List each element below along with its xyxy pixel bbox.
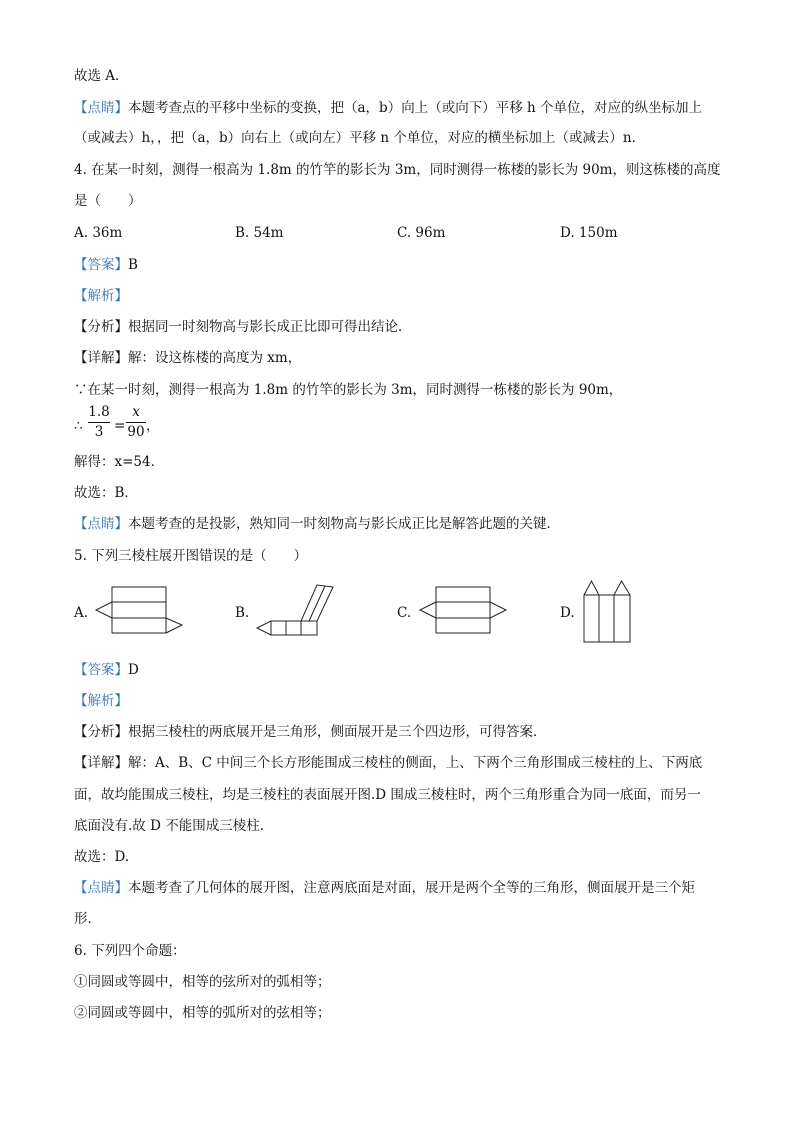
- note-tag: 【点睛】: [74, 100, 128, 116]
- fraction-left-denominator: 3: [94, 424, 104, 440]
- q5-option-b-label: B.: [235, 605, 250, 621]
- q4-solve: 解得：x=54．: [74, 454, 165, 470]
- fenxi-text: 根据同一时刻物高与影长成正比即可得出结论．: [128, 319, 412, 335]
- q5-fenxi: [74, 722, 547, 742]
- q3-note-line1: [74, 98, 702, 118]
- q5-option-d-label: D.: [560, 605, 575, 621]
- q5-option-c-label: C.: [397, 605, 412, 621]
- answer-tag: 【答案】: [74, 662, 128, 678]
- q4-choice: 故选：B．: [74, 485, 138, 501]
- q5-option-a-label: A.: [74, 605, 89, 621]
- q5-xiangjie-line1: [74, 753, 702, 773]
- net-figure-c: [418, 585, 508, 637]
- q5-answer: [74, 660, 139, 680]
- net-figure-a: [94, 585, 184, 637]
- net-figure-d: [583, 580, 633, 644]
- q5-note-line2: 形．: [74, 911, 101, 927]
- note-text: 本题考查了几何体的展开图，注意两底面是对面，展开是两个全等的三角形，侧面展开是三个矩: [128, 880, 695, 896]
- q4-because: ∵在某一时刻，测得一根高为 1.8m 的竹竿的影长为 3m，同时测得一栋楼的影长为 90m，: [74, 382, 623, 398]
- fraction-comma: ，: [146, 418, 160, 434]
- q4-option-c: C. 96m: [397, 225, 446, 241]
- answer-tag: 【答案】: [74, 257, 128, 273]
- q5-xiangjie-line3: 底面没有.故 D 不能围成三棱柱.: [74, 818, 264, 834]
- fenxi-text: 根据三棱柱的两底展开是三角形，侧面展开是三个四边形，可得答案．: [128, 724, 547, 740]
- q3-choice: 故选 A．: [74, 68, 129, 84]
- xiangjie-tag: 【详解】: [74, 755, 128, 771]
- therefore-symbol: ∴: [74, 418, 83, 434]
- q6-stem: 6. 下列四个命题：: [74, 943, 186, 959]
- answer-value: D: [128, 662, 139, 678]
- analysis-tag: 【解析】: [74, 693, 128, 709]
- q5-xiangjie-line2: 面，故均能围成三棱柱，均是三棱柱的表面展开图.D 围成三棱柱时，两个三角形重合为同一底面，而另一: [74, 787, 701, 803]
- q3-note-line2: （或减去）h，，把（a，b）向右上（或向左）平移 n 个单位，对应的横坐标加上（或减去）n．: [74, 130, 646, 146]
- note-text: 本题考查点的平移中坐标的变换，把（a，b）向上（或向下）平移 h 个单位，对应的纵坐标加上: [128, 100, 702, 116]
- q4-stem-line1: 4. 在某一时刻，测得一根高为 1.8m 的竹竿的影长为 3m，同时测得一栋楼的影长为 90m，则这栋楼的高度: [74, 162, 721, 178]
- xiangjie-tag: 【详解】: [74, 350, 128, 366]
- q4-answer: [74, 255, 138, 275]
- equals-sign: =: [114, 418, 126, 434]
- fraction-right: [126, 404, 146, 441]
- fraction-right-numerator: x: [132, 404, 140, 420]
- q5-stem: 5. 下列三棱柱展开图错误的是（ ）: [74, 548, 308, 564]
- q4-fenxi: [74, 317, 412, 337]
- analysis-tag: 【解析】: [74, 288, 128, 304]
- xiangjie-text: 解：设这栋楼的高度为 xm，: [128, 350, 302, 366]
- note-tag: 【点睛】: [74, 516, 128, 532]
- note-tag: 【点睛】: [74, 880, 128, 896]
- q4-xiangjie: [74, 348, 301, 368]
- fraction-left: [88, 404, 110, 441]
- fraction-left-numerator: 1.8: [88, 404, 110, 420]
- q5-note-line1: [74, 878, 695, 898]
- q5-analysis: [74, 691, 128, 711]
- q4-stem-line2: 是（ ）: [74, 193, 142, 209]
- q4-option-d: D. 150m: [560, 225, 618, 241]
- q6-proposition-2: ②同圆或等圆中，相等的弧所对的弦相等；: [74, 1005, 331, 1021]
- q5-choice: 故选：D.: [74, 849, 130, 865]
- note-text: 本题考查的是投影，熟知同一时刻物高与影长成正比是解答此题的关键．: [128, 516, 560, 532]
- q4-option-a: A. 36m: [74, 225, 123, 241]
- q4-analysis: [74, 286, 128, 306]
- fenxi-tag: 【分析】: [74, 724, 128, 740]
- q4-option-b: B. 54m: [235, 225, 284, 241]
- fraction-right-denominator: 90: [127, 424, 145, 440]
- net-figure-b: [255, 583, 335, 641]
- q4-note: [74, 514, 560, 534]
- q6-proposition-1: ①同圆或等圆中，相等的弦所对的弧相等；: [74, 974, 331, 990]
- xiangjie-text: 解：A、B、C 中间三个长方形能围成三棱柱的侧面，上、下两个三角形围成三棱柱的上、下两底: [128, 755, 703, 771]
- answer-value: B: [128, 257, 138, 273]
- fenxi-tag: 【分析】: [74, 319, 128, 335]
